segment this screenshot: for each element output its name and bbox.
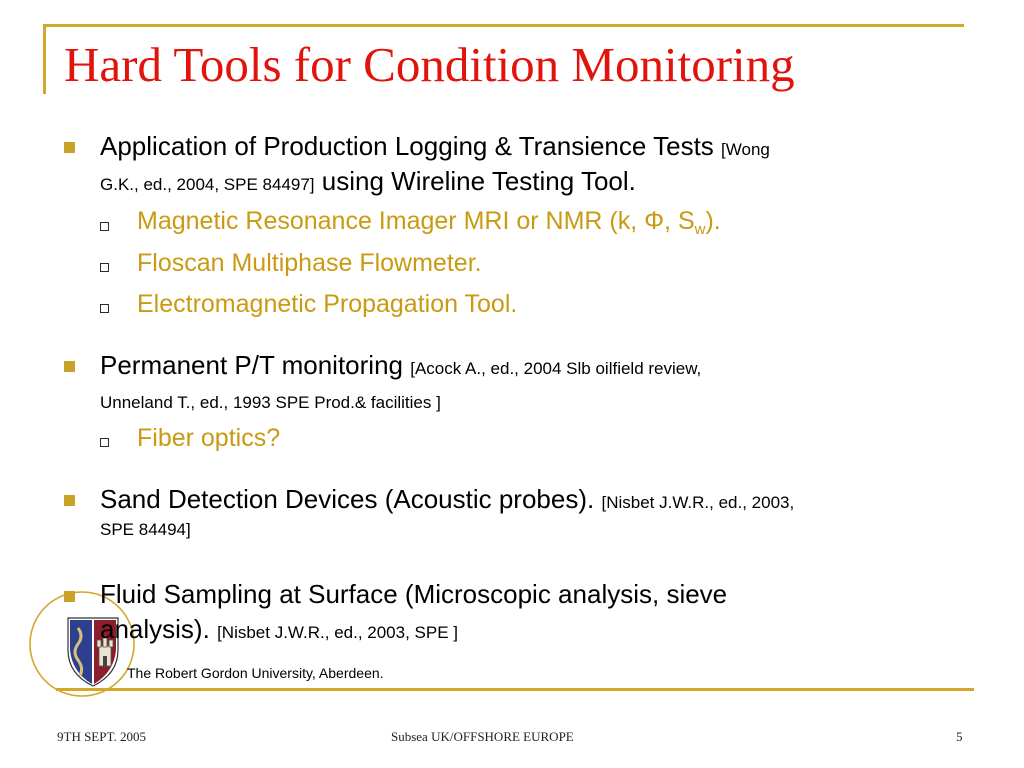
sub-bullet-marker <box>100 438 109 447</box>
subscript-w: w <box>694 221 706 238</box>
bullet-2-reference-cont: Unneland T., ed., 1993 SPE Prod.& facilities ] <box>100 393 441 412</box>
bullet-1-line-1 <box>100 131 770 162</box>
top-horizontal-rule <box>43 24 964 27</box>
bullet-4-main-text-cont: analysis). <box>100 614 210 644</box>
bullet-marker <box>64 591 75 602</box>
sub-bullet-marker <box>100 263 109 272</box>
footer-rule <box>56 688 974 691</box>
sub-item-fiber-optics: Fiber optics? <box>137 424 281 452</box>
bullet-1-reference: [Wong <box>721 140 770 159</box>
sub-item-mri <box>137 207 721 238</box>
footer-date: 9TH SEPT. 2005 <box>57 729 146 744</box>
bullet-4-reference: [Nisbet J.W.R., ed., 2003, SPE ] <box>217 623 459 642</box>
bullet-4-line-2 <box>100 614 458 645</box>
sub-bullet-marker <box>100 222 109 231</box>
sub-item-floscan: Floscan Multiphase Flowmeter. <box>137 249 482 277</box>
bullet-3-reference-cont: SPE 84494] <box>100 520 191 539</box>
slide-title: Hard Tools for Condition Monitoring <box>64 37 795 92</box>
bullet-3-main-text: Sand Detection Devices (Acoustic probes). <box>100 484 595 514</box>
bullet-1-reference-cont: G.K., ed., 2004, SPE 84497] <box>100 175 315 194</box>
bullet-4-line-1: Fluid Sampling at Surface (Microscopic analysis, sieve <box>100 579 728 609</box>
sub-item-mri-text: Magnetic Resonance Imager MRI or NMR (k, Φ, S <box>137 207 695 235</box>
sub-bullet-marker <box>100 304 109 313</box>
bullet-2-main-text: Permanent P/T monitoring <box>100 350 403 380</box>
institution-label: The Robert Gordon University, Aberdeen. <box>127 665 384 681</box>
sub-item-electromagnetic: Electromagnetic Propagation Tool. <box>137 290 518 318</box>
slide-number: 5 <box>956 729 963 744</box>
title-vertical-rule <box>43 24 46 94</box>
bullet-1-main-text: Application of Production Logging & Transience Tests <box>100 131 714 161</box>
bullet-3-reference: [Nisbet J.W.R., ed., 2003, <box>601 493 795 512</box>
bullet-marker <box>64 142 75 153</box>
footer-event: Subsea UK/OFFSHORE EUROPE <box>391 729 574 744</box>
bullet-marker <box>64 495 75 506</box>
bullet-1-main-text-cont: using Wireline Testing Tool. <box>321 166 636 196</box>
bullet-1-line-2 <box>100 166 636 197</box>
sub-item-mri-tail: ). <box>705 207 721 235</box>
bullet-marker <box>64 361 75 372</box>
bullet-2-reference: [Acock A., ed., 2004 Slb oilfield review, <box>410 359 702 378</box>
bullet-2-line-1 <box>100 350 701 381</box>
bullet-3-line-1 <box>100 484 794 515</box>
